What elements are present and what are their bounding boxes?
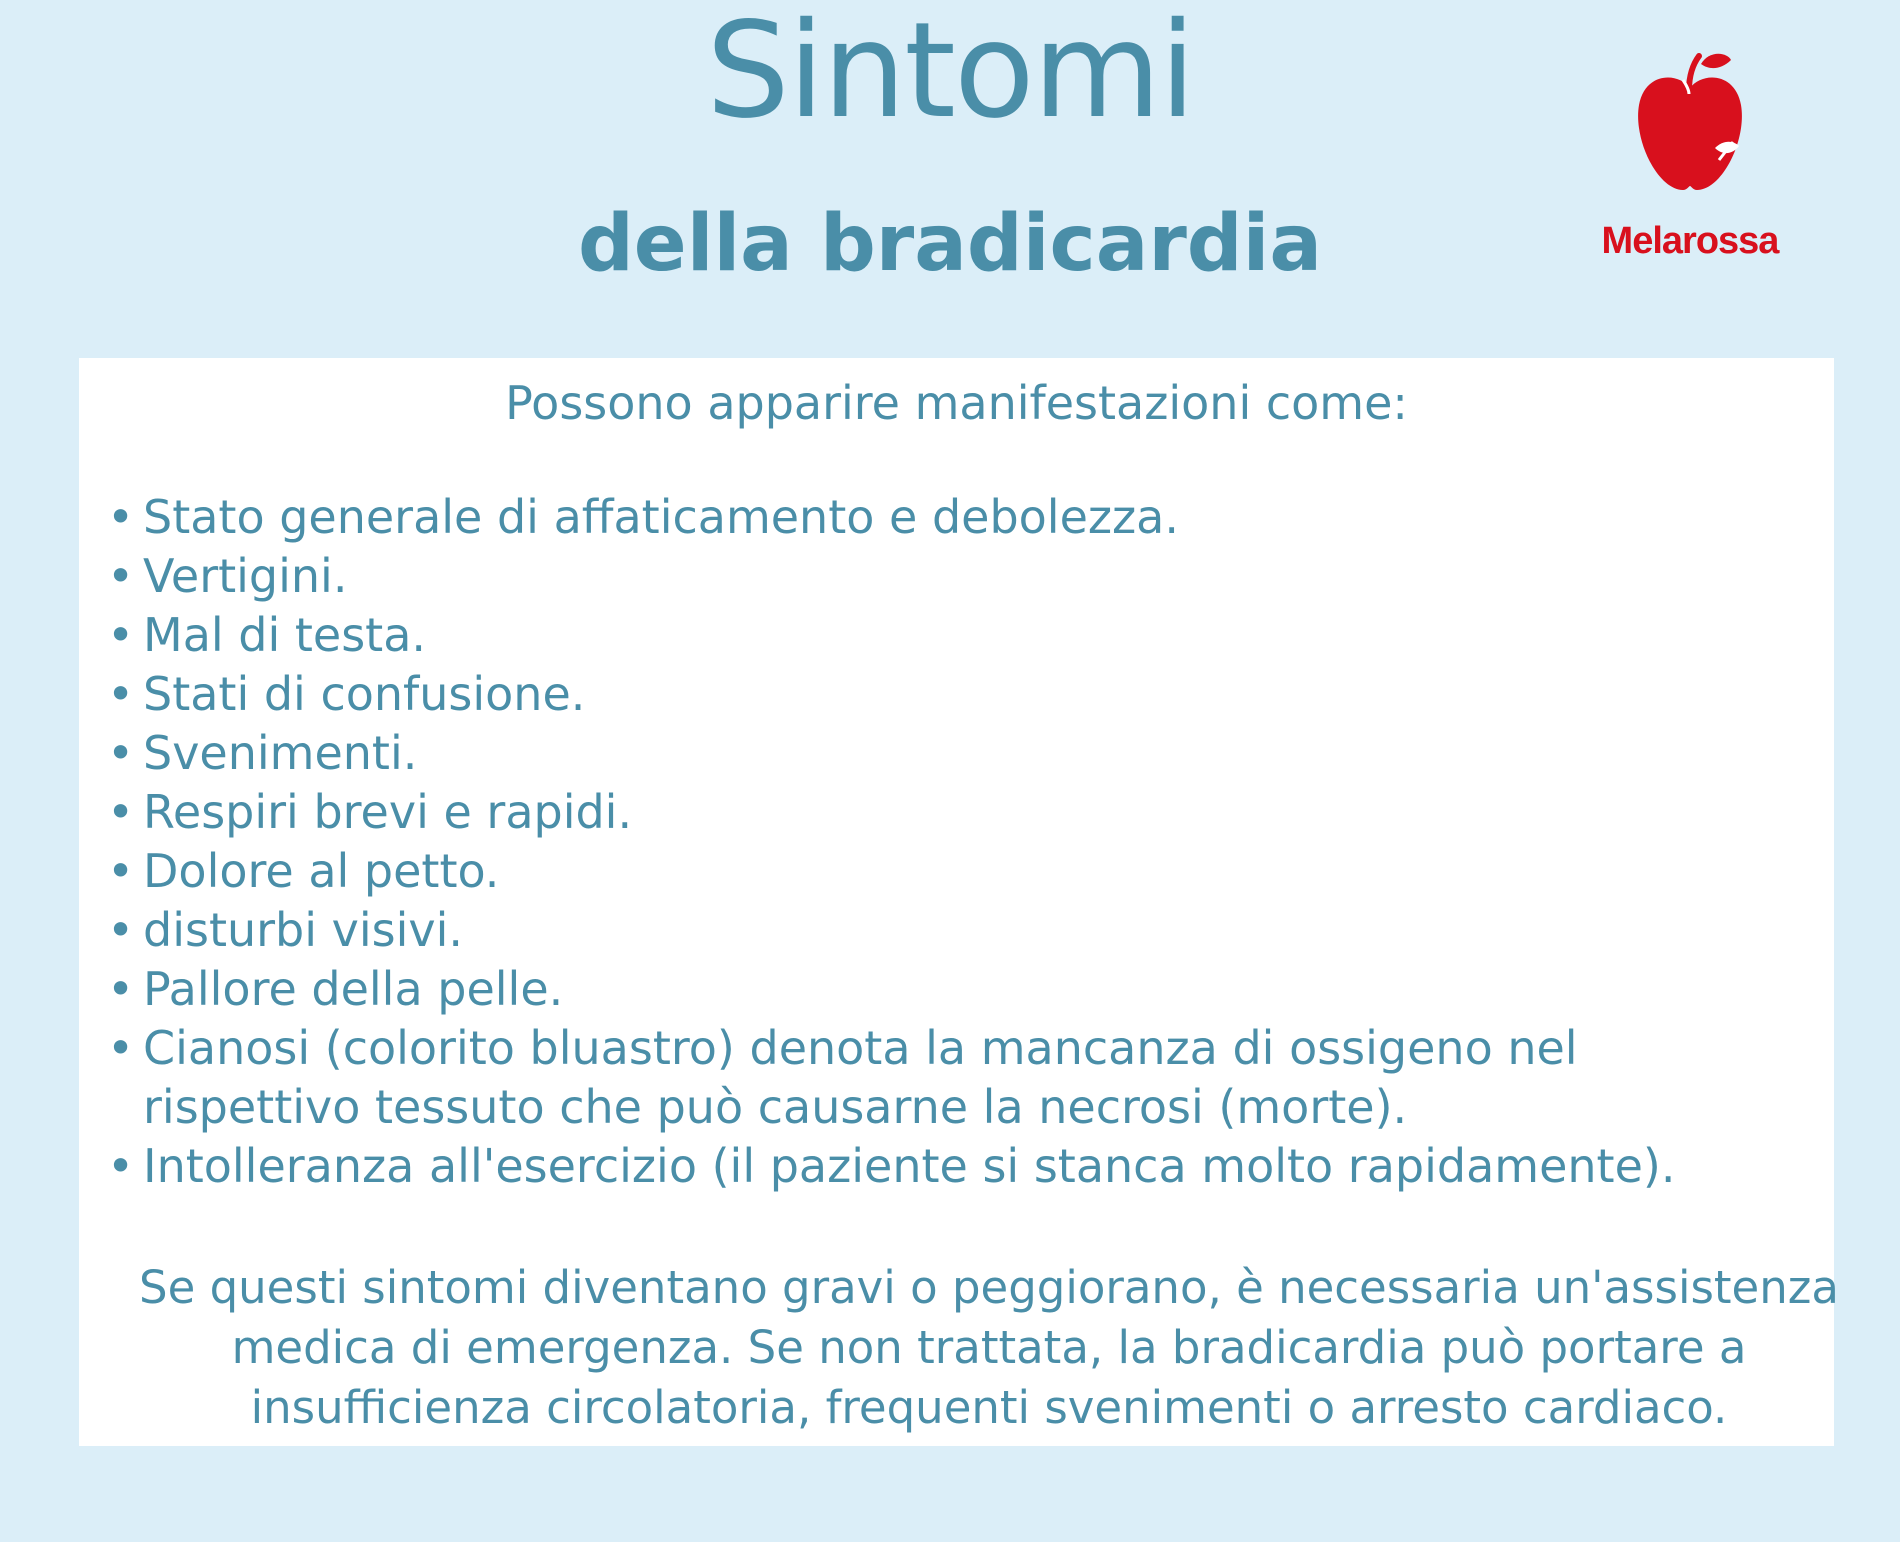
symptoms-list bbox=[107, 488, 1807, 1196]
intro-text: Possono apparire manifestazioni come: bbox=[505, 376, 1408, 430]
list-item bbox=[107, 842, 1807, 901]
symptom-text: Stati di confusione. bbox=[143, 667, 586, 721]
list-item bbox=[107, 724, 1807, 783]
symptom-text: disturbi visivi. bbox=[143, 903, 464, 957]
bullet: • bbox=[107, 667, 135, 721]
symptom-text: Dolore al petto. bbox=[143, 844, 500, 898]
symptom-text: Respiri brevi e rapidi. bbox=[143, 785, 633, 839]
list-item bbox=[107, 1019, 1807, 1137]
note-line: medica di emergenza. Se non trattata, la bradicardia può portare a bbox=[231, 1321, 1747, 1374]
list-item bbox=[107, 547, 1807, 606]
bullet: • bbox=[107, 549, 135, 603]
list-item bbox=[107, 1137, 1807, 1196]
list-item bbox=[107, 606, 1807, 665]
bullet: • bbox=[107, 962, 135, 1016]
bullet: • bbox=[107, 608, 135, 662]
list-item bbox=[107, 665, 1807, 724]
symptom-text: Svenimenti. bbox=[143, 726, 418, 780]
list-item bbox=[107, 960, 1807, 1019]
page-subtitle: della bradicardia bbox=[577, 199, 1323, 289]
symptom-text: Stato generale di affaticamento e debolezza. bbox=[143, 490, 1179, 544]
bullet: • bbox=[107, 785, 135, 839]
brand-name: Melarossa bbox=[1601, 220, 1779, 262]
symptom-text: Mal di testa. bbox=[143, 608, 427, 662]
bullet: • bbox=[107, 1139, 135, 1193]
note-line: insufficienza circolatoria, frequenti svenimenti o arresto cardiaco. bbox=[250, 1381, 1728, 1434]
symptoms-card bbox=[79, 358, 1839, 1446]
bullet: • bbox=[107, 1021, 135, 1075]
list-item bbox=[107, 783, 1807, 842]
symptom-text: Vertigini. bbox=[143, 549, 348, 603]
symptom-text: Intolleranza all'esercizio (il paziente si stanca molto rapidamente). bbox=[143, 1139, 1676, 1193]
bullet: • bbox=[107, 903, 135, 957]
melarossa-logo bbox=[1580, 50, 1800, 265]
bullet: • bbox=[107, 726, 135, 780]
page-title: Sintomi bbox=[706, 0, 1194, 148]
note-line: Se questi sintomi diventano gravi o peggiorano, è necessaria un'assistenza bbox=[139, 1261, 1839, 1314]
bullet: • bbox=[107, 844, 135, 898]
apple-icon bbox=[1633, 50, 1747, 200]
list-item bbox=[107, 488, 1807, 547]
symptom-text: Cianosi (colorito bluastro) denota la mancanza di ossigeno nel rispettivo tessuto che può causarne la necrosi (morte). bbox=[143, 1021, 1578, 1134]
bullet: • bbox=[107, 490, 135, 544]
list-item bbox=[107, 901, 1807, 960]
warning-note bbox=[139, 1258, 1839, 1438]
symptom-text: Pallore della pelle. bbox=[143, 962, 564, 1016]
